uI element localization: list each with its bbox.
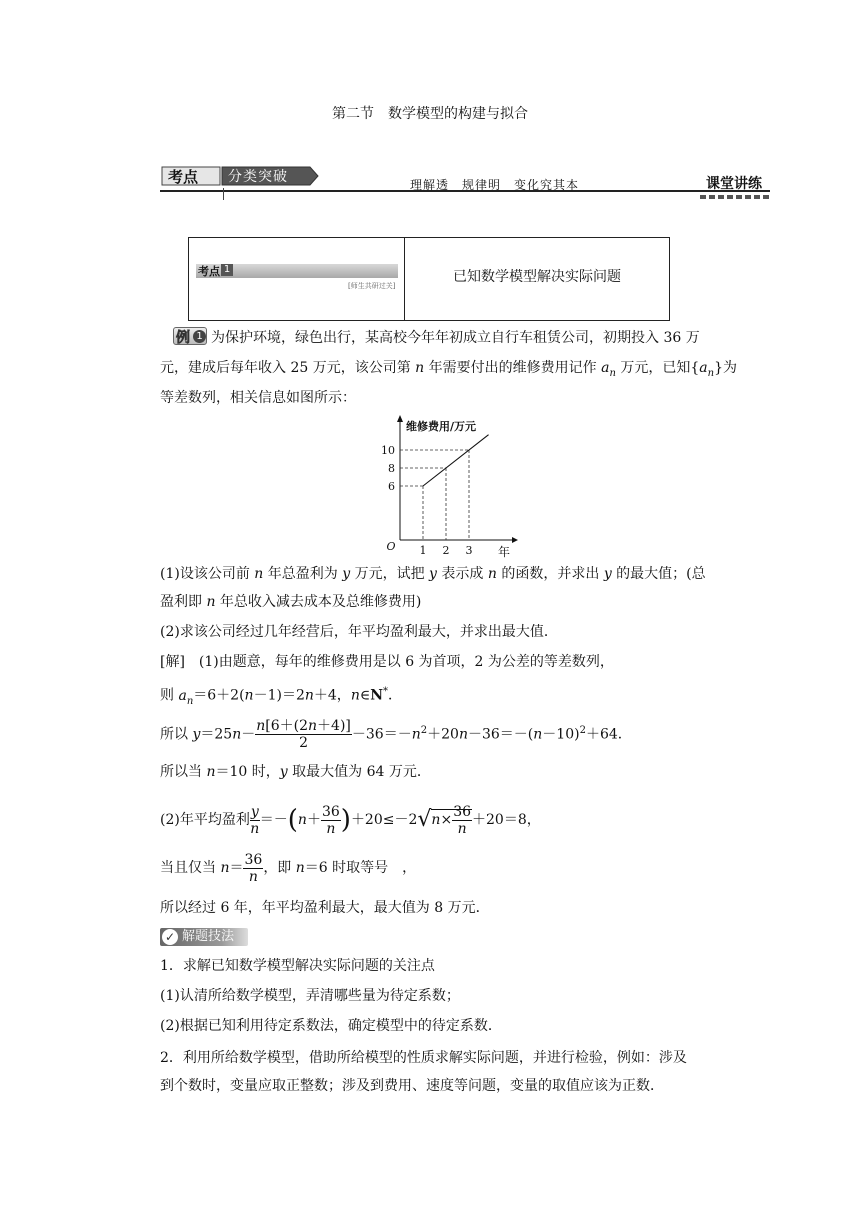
header-tick: [223, 188, 224, 200]
y-tick-10: 10: [381, 444, 395, 457]
y-tick-8: 8: [388, 462, 395, 475]
solution-line-2: 则 $a_n=6+2(n-1)=2n+4$，n∈N*．: [160, 686, 403, 707]
check-icon: ✓: [162, 929, 178, 945]
x-tick-3: 3: [465, 544, 473, 557]
example-badge-number: 1: [193, 330, 206, 343]
x-tick-2: 2: [442, 544, 450, 557]
origin-label: O: [386, 540, 396, 553]
solution-line-6: 当且仅当 n＝ $\frac{36}{n}$ ，即 n＝6 时取等号 ，: [160, 851, 417, 885]
topic-number: 1: [221, 264, 233, 276]
x-axis-arrow: [512, 537, 518, 543]
maintenance-chart: [360, 412, 520, 558]
topic-title: 已知数学模型解决实际问题: [453, 269, 621, 285]
method-point-2-line-1: 2．利用所给数学模型，借助所给模型的性质求解实际问题，并进行检验，例如：涉及: [160, 1050, 687, 1066]
method-label: 解题技法: [182, 929, 235, 944]
question-2: (2)求该公司经过几年经营后，年平均盈利最大，并求出最大值．: [160, 624, 558, 640]
solution-line-1: [解] (1)由题意，每年的维修费用是以 6 为首项，2 为公差的等差数列，: [160, 654, 614, 670]
y-tick-6: 6: [388, 480, 395, 493]
y-axis-label: 维修费用/万元: [406, 420, 477, 433]
kaodian-label: 考点: [168, 168, 199, 186]
solution-line-4: 所以当 n＝10 时，y 取最大值为 64 万元．: [160, 764, 431, 780]
method-point-2-line-2: 到个数时，变量应取正整数；涉及到费用、速度等问题，变量的取值应该为正数．: [160, 1078, 664, 1094]
method-point-1b: (2)根据已知利用待定系数法，确定模型中的待定系数．: [160, 1018, 502, 1034]
header-right-label: 课堂讲练: [706, 176, 762, 192]
solution-line-3: 所以 y＝25n－ $\frac{n[6+(2n+4)]}{2}$ $-36=-n^2+20n-36=-(n-10)^2+64$．: [160, 718, 632, 752]
x-tick-1: 1: [419, 544, 427, 557]
header-dash-decor: [700, 195, 770, 199]
solution-line-7: 所以经过 6 年，年平均盈利最大，最大值为 8 万元．: [160, 900, 490, 916]
example-badge-label: 例: [176, 330, 190, 346]
question-1-line-1: (1)设该公司前 n 年总盈利为 y 万元，试把 y 表示成 n 的函数，并求出 y 的最大值；(总: [160, 566, 706, 582]
problem-line-3: 等差数列，相关信息如图所示：: [160, 390, 356, 406]
topic-label: 考点: [198, 265, 220, 278]
problem-line-1: 为保护环境，绿色出行，某高校今年年初成立自行车租赁公司，初期投入 36 万: [211, 330, 700, 346]
solution-line-5: (2)年平均盈利 $\frac{y}{n}$ ＝－(n＋ $\frac{36}{n}$ )＋20≤－2√n× $\frac{36}{n}$ ＋20＝8，: [160, 803, 541, 837]
y-axis-arrow: [397, 415, 403, 422]
problem-line-2: 元，建成后每年收入 25 万元，该公司第 n 年需要付出的维修费用记作 $a_n$ 万元，已知$\{a_n\}$为: [160, 360, 738, 379]
fenlei-label: 分类突破: [228, 169, 288, 185]
section-title: 第二节 数学模型的构建与拟合: [332, 106, 528, 122]
method-point-1: 1．求解已知数学模型解决实际问题的关注点: [160, 958, 435, 974]
series-line: [423, 435, 489, 486]
topic-note: [师生共研过关]: [348, 282, 396, 290]
header-motto: 理解透 规律明 变化究其本: [410, 178, 580, 192]
method-point-1a: (1)认清所给数学模型，弄清哪些量为待定系数；: [160, 988, 460, 1004]
x-axis-label: 年: [497, 545, 511, 558]
question-1-line-2: 盈利即 n 年总收入减去成本及总维修费用): [160, 594, 422, 610]
